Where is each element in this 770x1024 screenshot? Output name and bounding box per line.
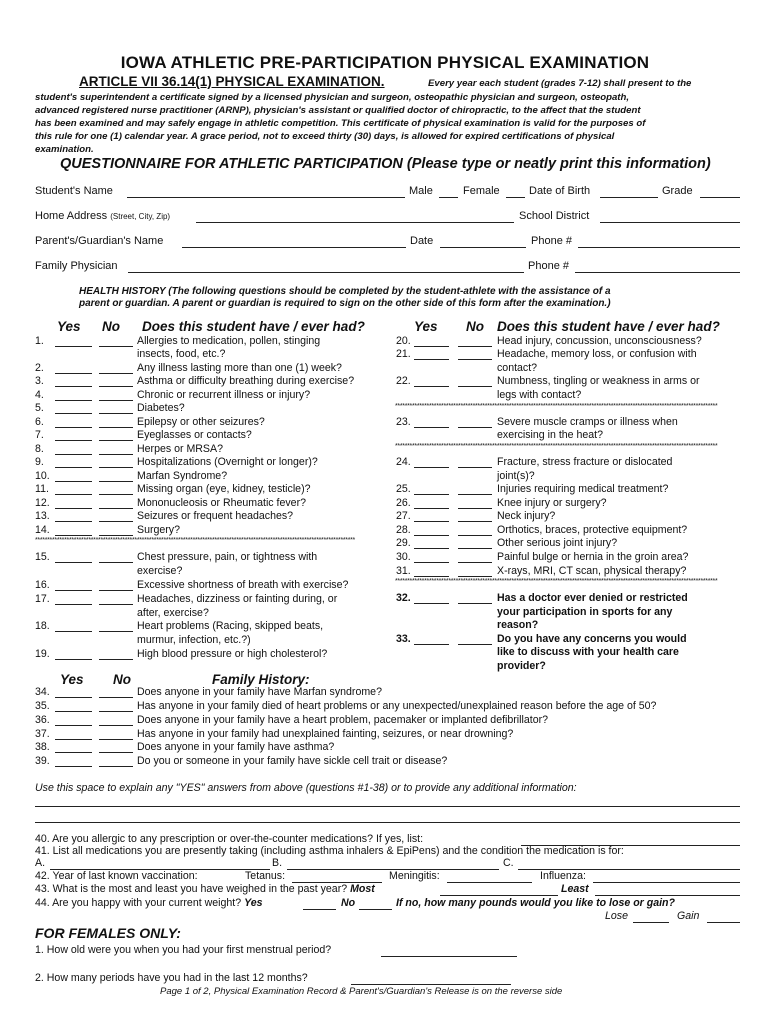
answer-blank[interactable] xyxy=(99,454,133,455)
student-name-label: Student's Name xyxy=(35,185,113,197)
question-number: 18. xyxy=(35,620,50,632)
answer-blank[interactable] xyxy=(55,373,92,374)
question-number: 19. xyxy=(35,648,50,660)
question-number: 17. xyxy=(35,593,50,605)
answer-blank[interactable] xyxy=(55,766,92,767)
answer-blank[interactable] xyxy=(55,400,92,401)
question-number: 1. xyxy=(35,335,44,347)
answer-blank[interactable] xyxy=(55,494,92,495)
explain-line-1[interactable] xyxy=(35,806,740,807)
yes-column-heading: Yes xyxy=(57,319,81,334)
explain-line-2[interactable] xyxy=(35,822,740,823)
phone2-label: Phone # xyxy=(528,260,569,272)
answer-blank[interactable] xyxy=(414,359,449,360)
question-text: Injuries requiring medical treatment? xyxy=(497,483,669,495)
question-text: Any illness lasting more than one (1) week? xyxy=(137,362,342,374)
question-text: Does anyone in your family have Marfan syndrome? xyxy=(137,686,382,698)
answer-blank[interactable] xyxy=(458,427,492,428)
dob-field[interactable] xyxy=(600,197,658,198)
question-text: your participation in sports for any xyxy=(497,606,673,618)
answer-blank[interactable] xyxy=(55,454,92,455)
left-separator: ************************************************************************************************************************************ xyxy=(35,537,355,544)
question-text: Fracture, stress fracture or dislocated xyxy=(497,456,673,468)
answer-blank[interactable] xyxy=(414,386,449,387)
question-number: 36. xyxy=(35,714,50,726)
question-text: Marfan Syndrome? xyxy=(137,470,228,482)
form-title: IOWA ATHLETIC PRE-PARTICIPATION PHYSICAL EXAMINATION xyxy=(120,53,650,72)
q44-lose-label: Lose xyxy=(605,910,628,922)
question-text: Headaches, dizziness or fainting during, or xyxy=(137,593,338,605)
answer-blank[interactable] xyxy=(458,467,492,468)
question-text: Head injury, concussion, unconsciousness? xyxy=(497,335,702,347)
no-column-heading-right: No xyxy=(466,319,484,334)
question-number: 38. xyxy=(35,741,50,753)
question-text: Knee injury or surgery? xyxy=(497,497,607,509)
answer-blank[interactable] xyxy=(99,386,133,387)
question-text: Surgery? xyxy=(137,524,180,536)
question-text: exercising in the heat? xyxy=(497,429,604,441)
question-text: Do you have any concerns you would xyxy=(497,633,687,645)
question-number: 8. xyxy=(35,443,44,455)
question-number: 9. xyxy=(35,456,44,468)
question-number: 24. xyxy=(396,456,411,468)
answer-blank[interactable] xyxy=(99,659,133,660)
answer-blank[interactable] xyxy=(55,467,92,468)
answer-blank[interactable] xyxy=(99,494,133,495)
answer-blank[interactable] xyxy=(414,521,449,522)
question-text: Eyeglasses or contacts? xyxy=(137,429,252,441)
article-text-4: has been examined and may safely engage in athletic competition. This certificate of physical examination is valid for the purposes of xyxy=(35,118,646,129)
q44-no-field[interactable] xyxy=(359,909,392,910)
question-text: Herpes or MRSA? xyxy=(137,443,223,455)
right-separator-1: ************************************************************************************************************************************* xyxy=(395,403,718,410)
question-number: 22. xyxy=(396,375,411,387)
answer-blank[interactable] xyxy=(55,590,92,591)
answer-blank[interactable] xyxy=(458,576,492,577)
article-text-3: advanced registered nurse practitioner (ARNP), physician's assistant or qualified doctor of chiropractic, to the affect that the student xyxy=(35,105,641,116)
answer-blank[interactable] xyxy=(458,521,492,522)
question-number: 27. xyxy=(396,510,411,522)
question-number: 20. xyxy=(396,335,411,347)
date-field[interactable] xyxy=(440,247,526,248)
question-number: 13. xyxy=(35,510,50,522)
q43-most-field[interactable] xyxy=(440,895,558,896)
q41-text: 41. List all medications you are presently taking (including asthma inhalers & EpiPens) and the condition the medication is for: xyxy=(35,845,624,857)
question-number: 39. xyxy=(35,755,50,767)
q43-most-label: Most xyxy=(350,883,375,895)
answer-blank[interactable] xyxy=(458,508,492,509)
question-text: insects, food, etc.? xyxy=(137,348,226,360)
question-text: Headache, memory loss, or confusion with xyxy=(497,348,697,360)
q42-influenza-field[interactable] xyxy=(593,882,740,883)
q42-text: 42. Year of last known vaccination: xyxy=(35,870,198,882)
question-text: Chest pressure, pain, or tightness with xyxy=(137,551,318,563)
question-text: joint(s)? xyxy=(497,470,535,482)
question-number: 6. xyxy=(35,416,44,428)
family-history-heading: Family History: xyxy=(212,672,310,687)
guardian-name-field[interactable] xyxy=(182,247,406,248)
question-text: Painful bulge or hernia in the groin area? xyxy=(497,551,689,563)
females-only-heading: FOR FEMALES ONLY: xyxy=(35,925,181,941)
answer-blank[interactable] xyxy=(55,752,92,753)
explain-prompt: Use this space to explain any "YES" answers from above (questions #1-38) or to provide any additional information: xyxy=(35,782,577,794)
question-number: 16. xyxy=(35,579,50,591)
question-text: Neck injury? xyxy=(497,510,556,522)
answer-blank[interactable] xyxy=(99,697,133,698)
question-number: 10. xyxy=(35,470,50,482)
home-address-field[interactable] xyxy=(196,222,514,223)
answer-blank[interactable] xyxy=(414,508,449,509)
article-text-6: examination. xyxy=(35,144,94,155)
answer-blank[interactable] xyxy=(414,576,449,577)
question-number: 11. xyxy=(35,483,49,495)
yes-column-heading-right: Yes xyxy=(414,319,438,334)
question-text: Diabetes? xyxy=(137,402,185,414)
q42-influenza-label: Influenza: xyxy=(540,870,586,882)
left-column-heading: Does this student have / ever had? xyxy=(142,319,365,334)
answer-blank[interactable] xyxy=(55,427,92,428)
answer-blank[interactable] xyxy=(55,481,92,482)
answer-blank[interactable] xyxy=(458,346,492,347)
question-text: Chronic or recurrent illness or injury? xyxy=(137,389,311,401)
answer-blank[interactable] xyxy=(414,467,449,468)
q44-ifno-text: If no, how many pounds would you like to lose or gain? xyxy=(396,897,675,909)
question-text: Has a doctor ever denied or restricted xyxy=(497,592,688,604)
answer-blank[interactable] xyxy=(99,346,133,347)
q44-yes-field[interactable] xyxy=(303,909,336,910)
question-number: 26. xyxy=(396,497,411,509)
answer-blank[interactable] xyxy=(99,481,133,482)
question-text: Excessive shortness of breath with exercise? xyxy=(137,579,349,591)
question-number: 29. xyxy=(396,537,411,549)
dob-label: Date of Birth xyxy=(529,185,591,197)
phone2-field[interactable] xyxy=(575,272,740,273)
answer-blank[interactable] xyxy=(99,562,133,563)
q41-b-label: B. xyxy=(272,857,283,869)
family-physician-label: Family Physician xyxy=(35,260,118,272)
answer-blank[interactable] xyxy=(99,711,133,712)
female-q2-text: 2. How many periods have you had in the last 12 months? xyxy=(35,972,308,984)
question-text: Does anyone in your family have asthma? xyxy=(137,741,335,753)
question-text: High blood pressure or high cholesterol? xyxy=(137,648,328,660)
family-no-heading: No xyxy=(113,672,131,687)
question-text: Numbness, tingling or weakness in arms or xyxy=(497,375,700,387)
phone-field[interactable] xyxy=(578,247,740,248)
answer-blank[interactable] xyxy=(458,562,492,563)
question-number: 2. xyxy=(35,362,44,374)
q41-c-label: C. xyxy=(503,857,514,869)
answer-blank[interactable] xyxy=(99,373,133,374)
q42-tetanus-label: Tetanus: xyxy=(245,870,286,882)
question-text: X-rays, MRI, CT scan, physical therapy? xyxy=(497,565,687,577)
right-separator-2: ************************************************************************************************************************************* xyxy=(395,443,718,450)
right-column-heading: Does this student have / ever had? xyxy=(497,319,720,334)
female-q2-field[interactable] xyxy=(351,984,511,985)
q44-gain-field[interactable] xyxy=(707,922,740,923)
answer-blank[interactable] xyxy=(458,386,492,387)
student-name-field[interactable] xyxy=(127,197,405,198)
answer-blank[interactable] xyxy=(414,548,449,549)
q42-meningitis-label: Meningitis: xyxy=(389,870,440,882)
female-q1-text: 1. How old were you when you had your first menstrual period? xyxy=(35,944,332,956)
question-text: Mononucleosis or Rheumatic fever? xyxy=(137,497,306,509)
question-text: Epilepsy or other seizures? xyxy=(137,416,265,428)
question-number: 25. xyxy=(396,483,411,495)
question-text: Allergies to medication, pollen, stinging xyxy=(137,335,321,347)
question-text: Does anyone in your family have a heart problem, pacemaker or implanted defibrillator? xyxy=(137,714,549,726)
male-field[interactable] xyxy=(439,197,458,198)
article-heading: ARTICLE VII 36.14(1) PHYSICAL EXAMINATION. xyxy=(79,74,385,89)
q44-yes-label: Yes xyxy=(244,897,263,909)
question-text: contact? xyxy=(497,362,538,374)
answer-blank[interactable] xyxy=(458,359,492,360)
q41-a-label: A. xyxy=(35,857,46,869)
question-text: Has anyone in your family had unexplained fainting, seizures, or near drowning? xyxy=(137,728,514,740)
question-text: Other serious joint injury? xyxy=(497,537,618,549)
answer-blank[interactable] xyxy=(99,413,133,414)
answer-blank[interactable] xyxy=(55,697,92,698)
answer-blank[interactable] xyxy=(414,427,449,428)
answer-blank[interactable] xyxy=(55,386,92,387)
answer-blank[interactable] xyxy=(99,467,133,468)
q42-meningitis-field[interactable] xyxy=(447,882,532,883)
question-number: 5. xyxy=(35,402,44,414)
question-number: 23. xyxy=(396,416,411,428)
q43-least-field[interactable] xyxy=(595,895,740,896)
answer-blank[interactable] xyxy=(99,440,133,441)
answer-blank[interactable] xyxy=(99,400,133,401)
question-text: murmur, infection, etc.?) xyxy=(137,634,251,646)
q40-text: 40. Are you allergic to any prescription or over-the-counter medications? If yes, list: xyxy=(35,833,424,845)
answer-blank[interactable] xyxy=(99,725,133,726)
answer-blank[interactable] xyxy=(99,535,133,536)
answer-blank[interactable] xyxy=(55,739,92,740)
guardian-name-label: Parent's/Guardian's Name xyxy=(35,235,164,247)
school-district-label: School District xyxy=(519,210,590,222)
question-text: Seizures or frequent headaches? xyxy=(137,510,294,522)
article-text-2: student's superintendent a certificate signed by a licensed physician and surgeon, osteopathic physician and surgeon, osteopath, xyxy=(35,92,630,103)
answer-blank[interactable] xyxy=(99,508,133,509)
answer-blank[interactable] xyxy=(99,739,133,740)
home-address-label: Home Address (Street, City, Zip) xyxy=(35,210,171,222)
q43-text: 43. What is the most and least you have weighed in the past year? Most xyxy=(35,883,375,895)
article-text-5: this rule for one (1) calendar year. A grace period, not to exceed thirty (30) days, is allowed for expired certifications of physical xyxy=(35,131,615,142)
right-separator-3: ************************************************************************************************************************************* xyxy=(395,578,718,585)
q44-no-label: No xyxy=(341,897,356,909)
question-number: 21. xyxy=(396,348,411,360)
question-number: 15. xyxy=(35,551,50,563)
male-label: Male xyxy=(409,185,433,197)
answer-blank[interactable] xyxy=(414,494,449,495)
question-text: reason? xyxy=(497,619,539,631)
question-number: 3. xyxy=(35,375,44,387)
question-number: 30. xyxy=(396,551,411,563)
grade-field[interactable] xyxy=(700,197,740,198)
no-column-heading: No xyxy=(102,319,120,334)
answer-blank[interactable] xyxy=(414,603,449,604)
questionnaire-title: QUESTIONNAIRE FOR ATHLETIC PARTICIPATION (Please type or neatly print this information) xyxy=(60,156,711,172)
question-number: 14. xyxy=(35,524,50,536)
article-text-1: Every year each student (grades 7-12) shall present to the xyxy=(428,78,692,89)
question-text: provider? xyxy=(497,660,546,672)
answer-blank[interactable] xyxy=(458,644,492,645)
answer-blank[interactable] xyxy=(55,521,92,522)
question-number: 33. xyxy=(396,633,411,645)
q44-gain-label: Gain xyxy=(677,910,700,922)
question-text: like to discuss with your health care xyxy=(497,646,679,658)
answer-blank[interactable] xyxy=(55,440,92,441)
health-history-text-2: parent or guardian. A parent or guardian is required to sign on the other side of this form after the examination.) xyxy=(79,298,611,309)
answer-blank[interactable] xyxy=(414,346,449,347)
address-hint: (Street, City, Zip) xyxy=(110,212,171,221)
date-label: Date xyxy=(410,235,434,247)
school-district-field[interactable] xyxy=(600,222,740,223)
answer-blank[interactable] xyxy=(99,766,133,767)
answer-blank[interactable] xyxy=(99,427,133,428)
q44-text: 44. Are you happy with your current weight? Yes xyxy=(35,897,263,909)
answer-blank[interactable] xyxy=(99,590,133,591)
question-text: Asthma or difficulty breathing during exercise? xyxy=(137,375,355,387)
question-text: Has anyone in your family died of heart problems or any unexpected/unexplained reason before the age of 50? xyxy=(137,700,657,712)
answer-blank[interactable] xyxy=(99,521,133,522)
answer-blank[interactable] xyxy=(55,413,92,414)
question-text: Heart problems (Racing, skipped beats, xyxy=(137,620,324,632)
answer-blank[interactable] xyxy=(414,535,449,536)
question-number: 7. xyxy=(35,429,44,441)
phone-label: Phone # xyxy=(531,235,572,247)
question-number: 12. xyxy=(35,497,50,509)
question-number: 37. xyxy=(35,728,50,740)
answer-blank[interactable] xyxy=(55,535,92,536)
question-number: 34. xyxy=(35,686,50,698)
answer-blank[interactable] xyxy=(458,548,492,549)
answer-blank[interactable] xyxy=(55,659,92,660)
question-number: 32. xyxy=(396,592,411,604)
family-physician-field[interactable] xyxy=(128,272,524,273)
question-text: Missing organ (eye, kidney, testicle)? xyxy=(137,483,311,495)
question-number: 31. xyxy=(396,565,411,577)
answer-blank[interactable] xyxy=(55,508,92,509)
answer-blank[interactable] xyxy=(458,494,492,495)
page-footer: Page 1 of 2, Physical Examination Record & Parent's/Guardian's Release is on the reverse side xyxy=(160,986,563,997)
answer-blank[interactable] xyxy=(99,604,133,605)
answer-blank[interactable] xyxy=(55,725,92,726)
answer-blank[interactable] xyxy=(414,644,449,645)
female-field[interactable] xyxy=(506,197,525,198)
female-label: Female xyxy=(463,185,500,197)
answer-blank[interactable] xyxy=(99,752,133,753)
question-number: 35. xyxy=(35,700,50,712)
q43-least-label: Least xyxy=(561,883,589,895)
female-q1-field[interactable] xyxy=(381,956,517,957)
question-text: legs with contact? xyxy=(497,389,582,401)
answer-blank[interactable] xyxy=(55,631,92,632)
question-text: after, exercise? xyxy=(137,607,209,619)
answer-blank[interactable] xyxy=(55,711,92,712)
answer-blank[interactable] xyxy=(99,631,133,632)
question-text: Orthotics, braces, protective equipment? xyxy=(497,524,688,536)
question-number: 28. xyxy=(396,524,411,536)
answer-blank[interactable] xyxy=(55,604,92,605)
answer-blank[interactable] xyxy=(55,562,92,563)
question-number: 4. xyxy=(35,389,44,401)
question-text: Severe muscle cramps or illness when xyxy=(497,416,678,428)
family-yes-heading: Yes xyxy=(60,672,84,687)
answer-blank[interactable] xyxy=(458,603,492,604)
q44-lose-field[interactable] xyxy=(633,922,669,923)
answer-blank[interactable] xyxy=(458,535,492,536)
grade-label: Grade xyxy=(662,185,693,197)
question-text: Do you or someone in your family have sickle cell trait or disease? xyxy=(137,755,448,767)
question-text: exercise? xyxy=(137,565,183,577)
question-text: Hospitalizations (Overnight or longer)? xyxy=(137,456,318,468)
health-history-text-1: HEALTH HISTORY (The following questions should be completed by the student-athlete with the assistance of a xyxy=(79,286,611,297)
answer-blank[interactable] xyxy=(55,346,92,347)
answer-blank[interactable] xyxy=(414,562,449,563)
